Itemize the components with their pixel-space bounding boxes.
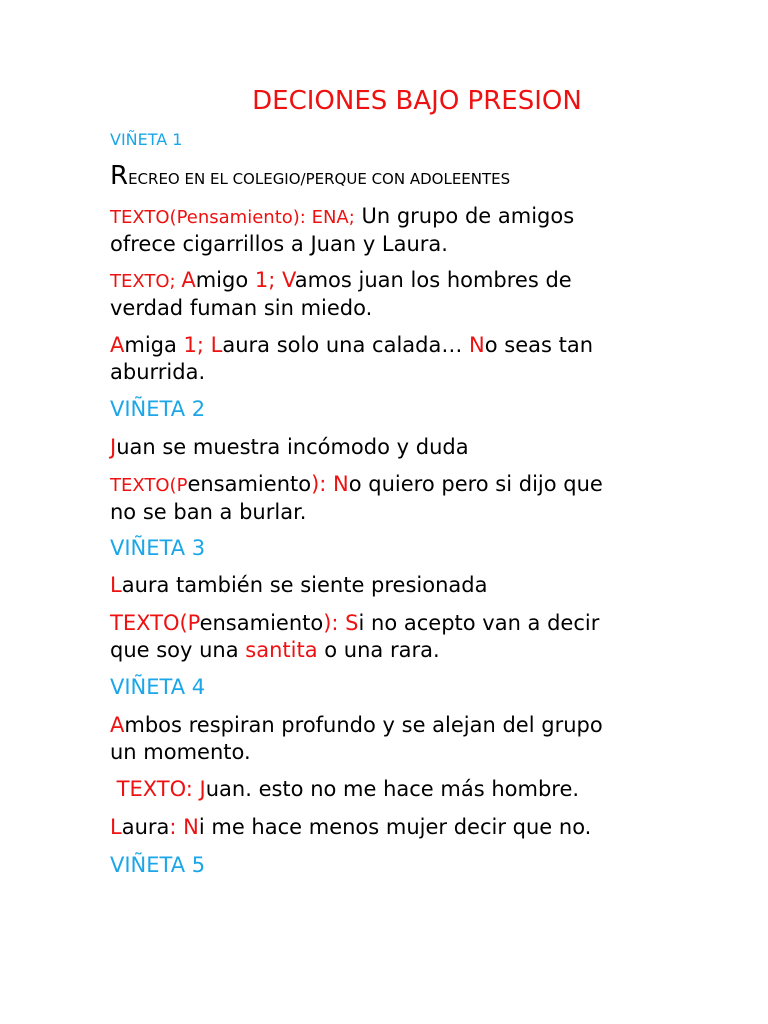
- page-title: DECIONES BAJO PRESION: [252, 86, 582, 116]
- paragraph-10-text: i me hace menos mujer decir que no.: [198, 815, 592, 839]
- vineta-4-heading: VIÑETA 4: [110, 675, 206, 699]
- scene-description: [110, 163, 710, 193]
- paragraph-2-initial: A: [181, 268, 196, 292]
- paragraph-6: [110, 572, 710, 599]
- paragraph-7-label-rest: ensamiento: [199, 611, 324, 635]
- paragraph-2-line-2: verdad fuman sin miedo.: [110, 296, 373, 320]
- paragraph-3-text: aura solo una calada…: [222, 333, 470, 357]
- paragraph-5-line-1: o quiero pero si dijo que: [348, 472, 603, 496]
- paragraph-10-speaker: aura: [121, 815, 170, 839]
- paragraph-10: [110, 814, 710, 841]
- paragraph-10-marker: : N: [169, 815, 199, 839]
- paragraph-1-line-2: ofrece cigarrillos a Juan y Laura.: [110, 232, 448, 256]
- paragraph-10-initial: L: [110, 815, 122, 839]
- paragraph-9: [110, 776, 710, 803]
- paragraph-5: [110, 471, 710, 526]
- vineta-2-heading: VIÑETA 2: [110, 397, 206, 421]
- paragraph-7-line-2a: que soy una: [110, 638, 246, 662]
- paragraph-7: [110, 610, 710, 664]
- paragraph-3-speaker: miga: [124, 333, 184, 357]
- paragraph-3: [110, 332, 710, 386]
- paragraph-9-text: uan. esto no me hace más hombre.: [205, 777, 580, 801]
- paragraph-8-initial: A: [110, 713, 125, 737]
- paragraph-7-marker: ): S: [323, 611, 359, 635]
- paragraph-8-line-2: un momento.: [110, 740, 251, 764]
- paragraph-2-label: TEXTO;: [110, 271, 182, 292]
- scene-initial: R: [110, 161, 129, 191]
- paragraph-3-text-2: o seas tan: [484, 333, 594, 357]
- vineta-3-heading: VIÑETA 3: [110, 536, 206, 560]
- vineta-5-heading: VIÑETA 5: [110, 853, 206, 877]
- paragraph-3-line-2: aburrida.: [110, 360, 206, 384]
- paragraph-5-label: TEXTO(P: [110, 475, 188, 496]
- paragraph-3-marker: 1; L: [183, 333, 223, 357]
- scene-text: ECREO EN EL COLEGIO/PERQUE CON ADOLEENTES: [128, 170, 511, 188]
- paragraph-4: [110, 434, 710, 461]
- paragraph-6-text: aura también se siente presionada: [121, 573, 488, 597]
- paragraph-5-marker: ): N: [311, 472, 349, 496]
- paragraph-1: [110, 203, 710, 258]
- paragraph-2-line-1: amos juan los hombres de: [294, 268, 572, 292]
- paragraph-8: [110, 712, 710, 766]
- vineta-1-heading: VIÑETA 1: [110, 130, 183, 149]
- paragraph-5-label-rest: ensamiento: [187, 472, 312, 496]
- paragraph-1-line-1: Un grupo de amigos: [354, 204, 575, 228]
- paragraph-7-line-2c: o una rara.: [317, 638, 440, 662]
- paragraph-9-label: TEXTO: J: [110, 777, 206, 801]
- paragraph-4-text: uan se muestra incómodo y duda: [116, 435, 469, 459]
- paragraph-2: [110, 267, 710, 322]
- paragraph-7-line-1: i no acepto van a decir: [358, 611, 600, 635]
- paragraph-5-line-2: no se ban a burlar.: [110, 500, 307, 524]
- paragraph-7-highlight: santita: [245, 638, 318, 662]
- paragraph-3-initial-2: N: [469, 333, 485, 357]
- paragraph-4-initial: J: [110, 435, 117, 459]
- paragraph-1-label: TEXTO(Pensamiento): ENA;: [110, 207, 355, 228]
- paragraph-2-marker: 1; V: [254, 268, 295, 292]
- paragraph-6-initial: L: [110, 573, 122, 597]
- paragraph-3-initial: A: [110, 333, 125, 357]
- paragraph-2-speaker: migo: [195, 268, 255, 292]
- paragraph-7-label: TEXTO(P: [110, 611, 200, 635]
- paragraph-8-line-1: mbos respiran profundo y se alejan del grupo: [124, 713, 603, 737]
